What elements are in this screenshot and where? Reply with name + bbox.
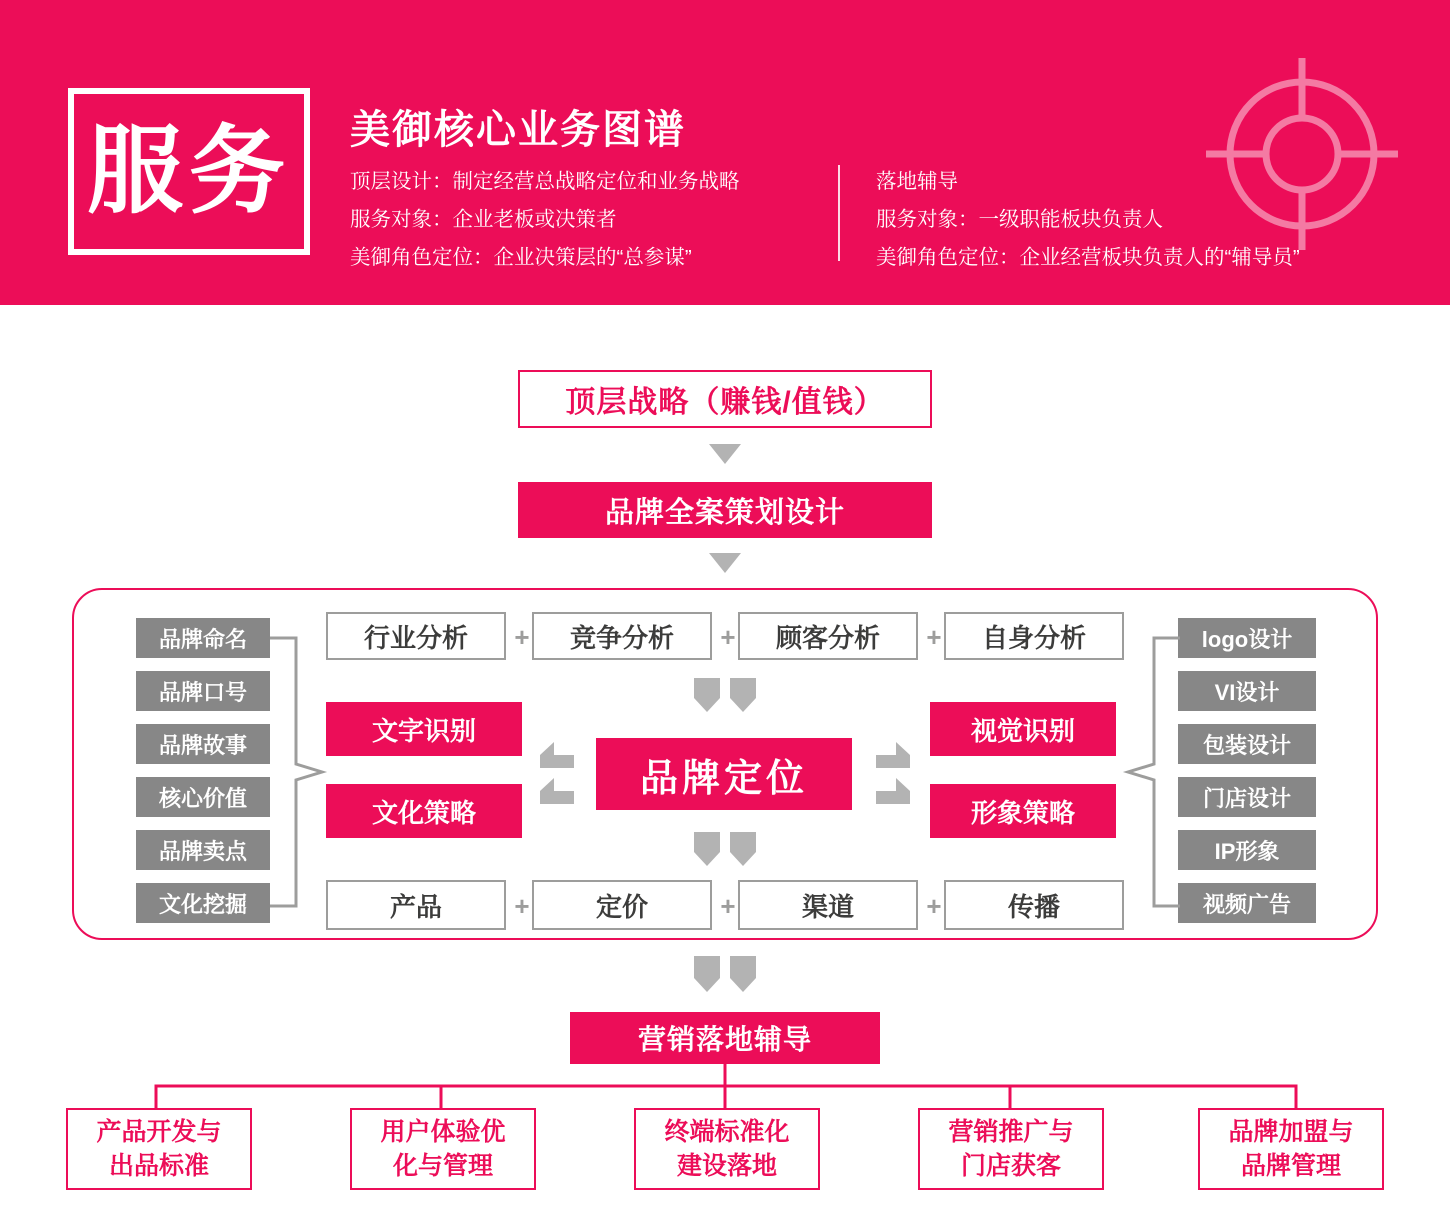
header-divider	[838, 165, 840, 261]
bottom-node-1-line1: 用户体验优	[380, 1118, 506, 1146]
plus-icon-marketing-3: +	[926, 891, 942, 921]
bottom-node-0-line1: 产品开发与	[96, 1118, 222, 1146]
left-list-item-0[interactable]: 品牌命名	[136, 618, 270, 658]
header-right-line-3: 美御角色定位：企业经营板块负责人的“辅导员”	[876, 246, 1300, 269]
bottom-node-2-line1: 终端标准化	[664, 1118, 790, 1146]
node-brand-planning[interactable]: 品牌全案策划设计	[518, 482, 932, 538]
left-list-item-3[interactable]: 核心价值	[136, 777, 270, 817]
header-description-columns	[350, 163, 1300, 277]
right-list-item-0[interactable]: logo设计	[1178, 618, 1316, 658]
header-left-line-1: 顶层设计：制定经营总战略定位和业务战略	[350, 170, 740, 193]
marketing-item-3[interactable]: 传播	[944, 880, 1124, 930]
plus-icon-marketing-2: +	[720, 891, 736, 921]
analysis-item-2[interactable]: 顾客分析	[738, 612, 918, 660]
arrow-double-right-left-icon	[540, 742, 576, 808]
header-left-line-2: 服务对象：企业老板或决策者	[350, 208, 617, 231]
left-pink-item-0[interactable]: 文字识别	[326, 702, 522, 756]
left-list-item-4[interactable]: 品牌卖点	[136, 830, 270, 870]
target-icon	[1206, 58, 1398, 250]
arrow-down-icon-2	[709, 553, 741, 573]
bottom-node-0[interactable]	[66, 1108, 252, 1190]
arrow-double-down-panel-icon	[694, 956, 760, 994]
left-pink-item-1[interactable]: 文化策略	[326, 784, 522, 838]
arrow-double-down-top-icon	[694, 678, 760, 714]
left-list-item-1[interactable]: 品牌口号	[136, 671, 270, 711]
right-list-item-2[interactable]: 包装设计	[1178, 724, 1316, 764]
arrow-double-down-bottom-icon	[694, 832, 760, 868]
right-list-item-4[interactable]: IP形象	[1178, 830, 1316, 870]
bottom-node-4-line2: 品牌管理	[1240, 1152, 1341, 1180]
page-title: 美御核心业务图谱	[350, 108, 686, 152]
right-pink-item-0[interactable]: 视觉识别	[930, 702, 1116, 756]
right-list-item-1[interactable]: VI设计	[1178, 671, 1316, 711]
bottom-node-3-line2: 门店获客	[960, 1152, 1061, 1180]
bottom-node-2-line2: 建设落地	[676, 1152, 777, 1180]
header-right-line-2: 服务对象：一级职能板块负责人	[876, 208, 1163, 231]
right-list-item-5[interactable]: 视频广告	[1178, 883, 1316, 923]
service-badge	[68, 88, 310, 255]
left-list-item-2[interactable]: 品牌故事	[136, 724, 270, 764]
header-left-column	[350, 163, 838, 277]
analysis-item-0[interactable]: 行业分析	[326, 612, 506, 660]
right-bracket	[1120, 630, 1180, 914]
node-marketing-coach[interactable]: 营销落地辅导	[570, 1012, 880, 1064]
right-list-item-3[interactable]: 门店设计	[1178, 777, 1316, 817]
plus-icon-analysis-2: +	[720, 622, 736, 652]
analysis-item-1[interactable]: 竞争分析	[532, 612, 712, 660]
marketing-item-1[interactable]: 定价	[532, 880, 712, 930]
plus-icon-marketing-1: +	[514, 891, 530, 921]
plus-icon-analysis-1: +	[514, 622, 530, 652]
header-left-line-3: 美御角色定位：企业决策层的“总参谋”	[350, 246, 692, 269]
bottom-node-4[interactable]	[1198, 1108, 1384, 1190]
left-bracket	[270, 630, 330, 914]
bottom-node-2[interactable]	[634, 1108, 820, 1190]
bottom-node-1-line2: 化与管理	[392, 1152, 493, 1180]
node-brand-position[interactable]: 品牌定位	[596, 738, 852, 810]
bottom-node-1[interactable]	[350, 1108, 536, 1190]
bottom-node-4-line1: 品牌加盟与	[1228, 1118, 1354, 1146]
left-list-item-5[interactable]: 文化挖掘	[136, 883, 270, 923]
bottom-connector-tree	[66, 1064, 1384, 1110]
node-top-strategy[interactable]: 顶层战略（赚钱/值钱）	[518, 370, 932, 428]
right-pink-item-1[interactable]: 形象策略	[930, 784, 1116, 838]
arrow-down-icon-1	[709, 444, 741, 464]
header-right-line-1: 落地辅导	[876, 170, 958, 193]
service-badge-label: 服务	[87, 117, 291, 225]
bottom-node-3-line1: 营销推广与	[948, 1118, 1074, 1146]
bottom-node-0-line2: 出品标准	[108, 1152, 209, 1180]
arrow-double-left-right-icon	[874, 742, 910, 808]
plus-icon-analysis-3: +	[926, 622, 942, 652]
header-banner	[0, 0, 1450, 305]
marketing-item-2[interactable]: 渠道	[738, 880, 918, 930]
marketing-item-0[interactable]: 产品	[326, 880, 506, 930]
analysis-item-3[interactable]: 自身分析	[944, 612, 1124, 660]
bottom-node-3[interactable]	[918, 1108, 1104, 1190]
